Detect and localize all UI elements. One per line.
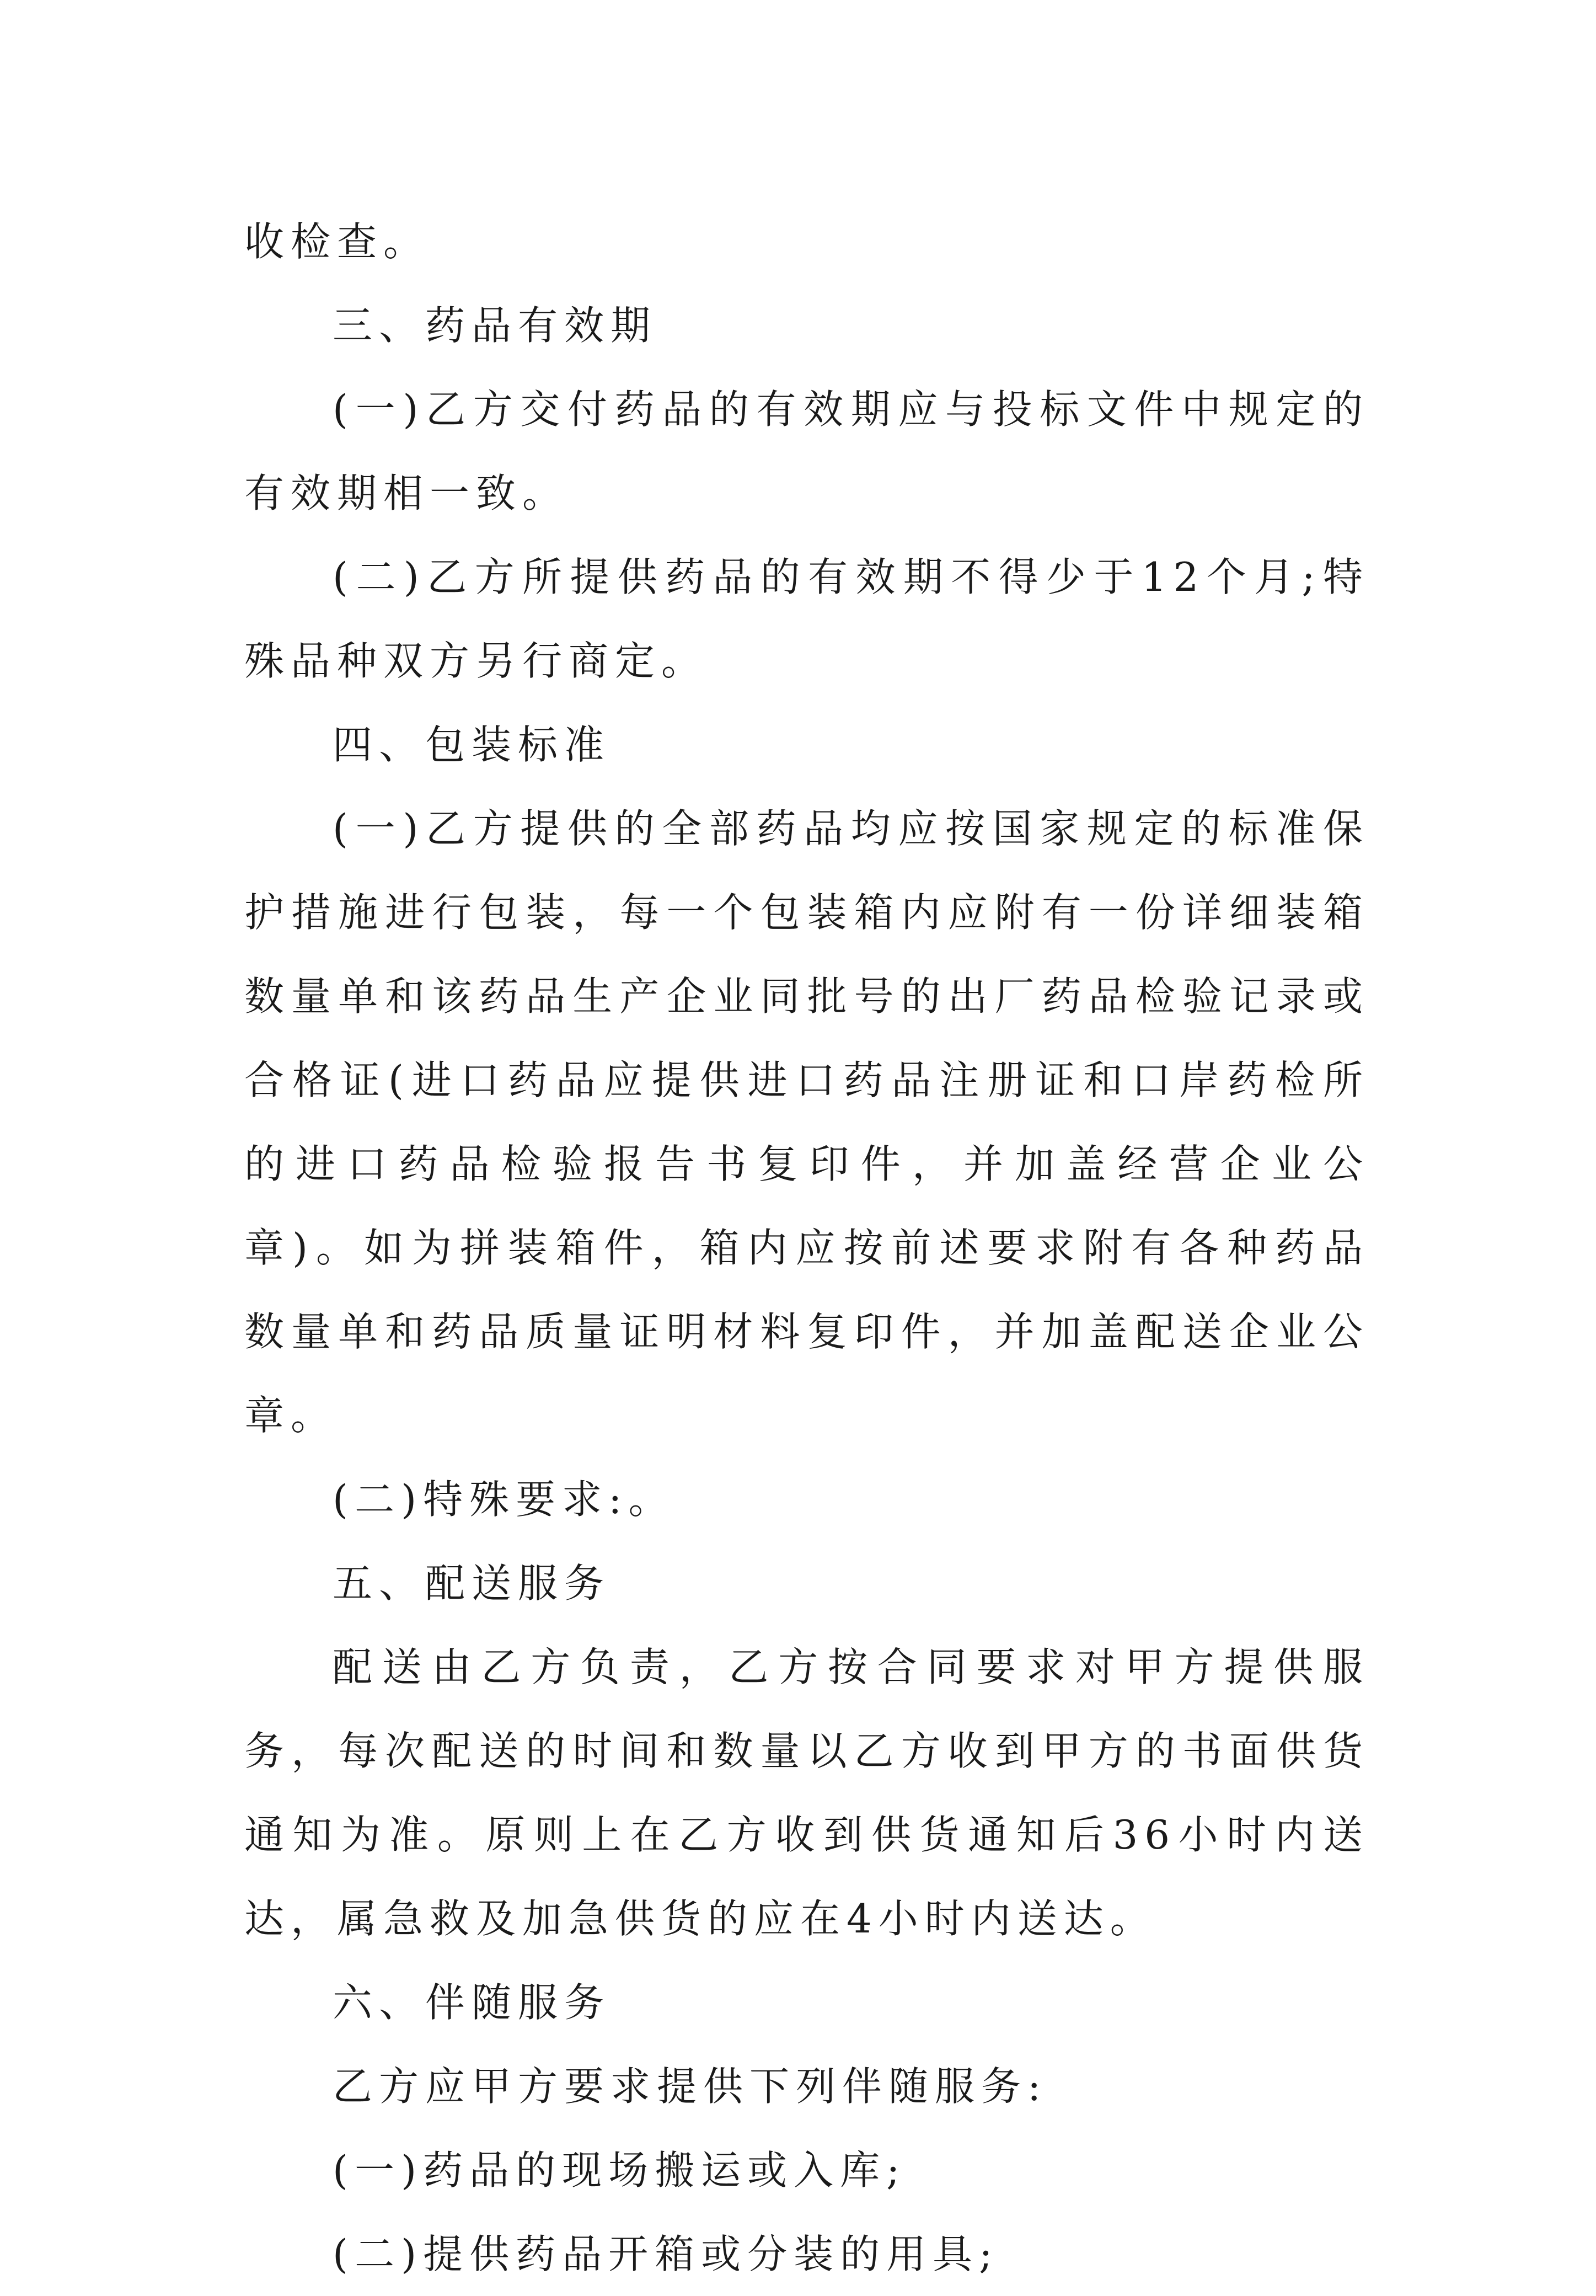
paragraph-delivery: 配送由乙方负责，乙方按合同要求对甲方提供服务，每次配送的时间和数量以乙方收到甲方的书面供货通知为准。原则上在乙方收到供货通知后36小时内送达，属急救及加急供货的应在4小时内送达。 bbox=[244, 1644, 1369, 1942]
document-body bbox=[244, 200, 1369, 2296]
paragraph-expiry-2: (二)乙方所提供药品的有效期不得少于12个月;特殊品种双方另行商定。 bbox=[244, 554, 1369, 684]
paragraph-packaging-1: (一)乙方提供的全部药品均应按国家规定的标准保护措施进行包装，每一个包装箱内应附有一份详细装箱数量单和该药品生产企业同批号的出厂药品检验记录或合格证(进口药品应提供进口药品注册证和口岸药检所的进口药品检验报告书复印件，并加盖经营企业公章)。如为拼装箱件，箱内应按前述要求附有各种药品数量单和药品质量证明材料复印件，并加盖配送企业公章。 bbox=[244, 805, 1369, 1439]
paragraph-continuation: 收检查。 bbox=[244, 218, 430, 265]
section-heading-services: 六、伴随服务 bbox=[333, 1979, 611, 2026]
paragraph-packaging-2: (二)特殊要求:。 bbox=[333, 1476, 675, 1523]
section-heading-delivery: 五、配送服务 bbox=[333, 1560, 611, 1606]
section-heading-packaging: 四、包装标准 bbox=[333, 722, 611, 768]
paragraph-services-intro: 乙方应甲方要求提供下列伴随服务: bbox=[333, 2063, 1048, 2110]
paragraph-services-2: (二)提供药品开箱或分装的用具; bbox=[333, 2231, 999, 2277]
paragraph-services-1: (一)药品的现场搬运或入库; bbox=[333, 2147, 907, 2193]
paragraph-expiry-1: (一)乙方交付药品的有效期应与投标文件中规定的有效期相一致。 bbox=[244, 386, 1369, 516]
section-heading-expiry: 三、药品有效期 bbox=[333, 302, 657, 349]
